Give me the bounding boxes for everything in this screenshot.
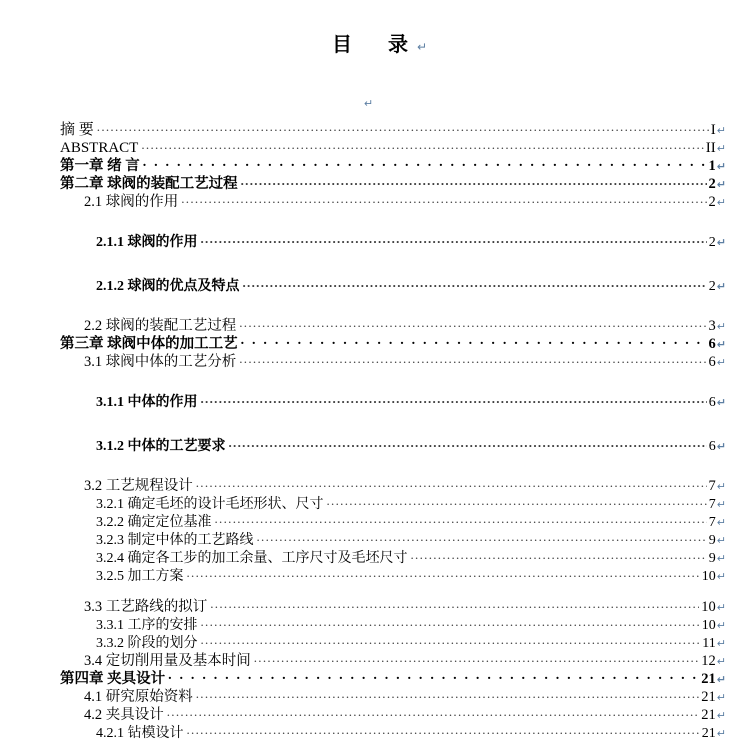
page-title xyxy=(0,0,736,86)
paragraph-mark-icon: ↵ xyxy=(716,655,726,668)
toc-entry-label: 3.3 工艺路线的拟订 xyxy=(84,599,208,615)
toc-entry[interactable] xyxy=(0,597,736,615)
toc-dot-leader xyxy=(215,512,707,526)
toc-dot-leader xyxy=(241,174,707,188)
toc-entry[interactable] xyxy=(0,633,736,651)
toc-entry[interactable] xyxy=(0,566,736,584)
toc-page-number: 10 xyxy=(701,618,716,633)
paragraph-mark-icon: ↵ xyxy=(716,480,726,493)
toc-page-number: 9 xyxy=(708,551,716,566)
toc-dot-leader xyxy=(97,120,709,134)
toc-dot-leader xyxy=(181,192,706,206)
toc-dot-leader xyxy=(167,705,700,719)
paragraph-mark-icon: ↵ xyxy=(716,691,726,704)
paragraph-mark-icon: ↵ xyxy=(716,196,726,209)
paragraph-mark-icon: ↵ xyxy=(716,516,726,529)
paragraph-mark-icon: ↵ xyxy=(363,97,374,110)
toc-page-number: 1 xyxy=(708,158,716,174)
toc-dot-leader xyxy=(243,276,707,290)
paragraph-mark-icon: ↵ xyxy=(716,178,726,191)
toc-page-number: 2 xyxy=(708,176,716,192)
blank-paragraph xyxy=(0,86,736,120)
paragraph-mark-icon: ↵ xyxy=(716,124,726,137)
paragraph-mark-icon: ↵ xyxy=(716,534,726,547)
toc-page-number: 7 xyxy=(708,515,716,530)
toc-entry-label: 3.3.1 工序的安排 xyxy=(96,618,198,633)
toc-page-number: 2 xyxy=(708,279,716,294)
toc-dot-leader xyxy=(196,687,700,701)
paragraph-mark-icon: ↵ xyxy=(716,236,726,249)
toc-entry-label: 摘 要 xyxy=(60,122,94,138)
toc-dot-leader xyxy=(168,669,699,683)
toc-entry-label: 3.1 球阀中体的工艺分析 xyxy=(84,354,237,370)
toc-page-number: 11 xyxy=(702,636,716,651)
paragraph-mark-icon: ↵ xyxy=(716,619,726,632)
paragraph-mark-icon: ↵ xyxy=(716,396,726,409)
toc-entry[interactable] xyxy=(0,705,736,723)
toc-entry[interactable] xyxy=(0,138,736,156)
toc-dot-leader xyxy=(241,334,707,348)
toc-entry[interactable] xyxy=(0,512,736,530)
toc-entry[interactable] xyxy=(0,436,736,454)
toc-entry-label: 2.1.1 球阀的作用 xyxy=(96,235,198,250)
toc-entry-label: 2.1 球阀的作用 xyxy=(84,194,179,210)
toc-page-number: 7 xyxy=(708,497,716,512)
toc-entry[interactable] xyxy=(0,276,736,294)
toc-dot-leader xyxy=(201,633,701,647)
toc-entry-label: 3.2 工艺规程设计 xyxy=(84,478,193,494)
toc-dot-leader xyxy=(254,651,700,665)
toc-dot-leader xyxy=(239,352,706,366)
toc-entry-label: 3.3.2 阶段的划分 xyxy=(96,636,198,651)
toc-entry[interactable] xyxy=(0,334,736,352)
toc-page-number: 2 xyxy=(708,194,716,210)
toc-entry-label: 3.4 定切削用量及基本时间 xyxy=(84,653,251,669)
toc-entry-label: 3.2.3 制定中体的工艺路线 xyxy=(96,533,254,548)
paragraph-mark-icon: ↵ xyxy=(716,570,726,583)
toc-entry-label: 4.2 夹具设计 xyxy=(84,707,164,723)
page-title-text: 目 录 xyxy=(331,34,416,56)
toc-entry[interactable] xyxy=(0,687,736,705)
toc-entry-label: 第一章 绪 言 xyxy=(60,158,140,174)
toc-page-number: 6 xyxy=(708,336,716,352)
toc-entry[interactable] xyxy=(0,530,736,548)
toc-page-number: 6 xyxy=(708,354,716,370)
toc-entry[interactable] xyxy=(0,476,736,494)
toc-dot-leader xyxy=(411,548,707,562)
toc-page-number: 6 xyxy=(708,395,716,410)
toc-page-number: 21 xyxy=(701,726,716,741)
toc-entry-label: 第四章 夹具设计 xyxy=(60,671,166,687)
toc-entry[interactable] xyxy=(0,548,736,566)
paragraph-mark-icon: ↵ xyxy=(716,356,726,369)
toc-dot-leader xyxy=(141,138,703,152)
toc-page-number: I xyxy=(710,122,716,138)
toc-entry-label: 2.1.2 球阀的优点及特点 xyxy=(96,279,240,294)
toc-dot-leader xyxy=(187,566,700,580)
toc-page-number: 10 xyxy=(701,569,716,584)
toc-page-number: 7 xyxy=(708,478,716,494)
toc-entry-label: 3.2.4 确定各工步的加工余量、工序尺寸及毛坯尺寸 xyxy=(96,551,408,566)
toc-entry[interactable] xyxy=(0,615,736,633)
toc-dot-leader xyxy=(210,597,699,611)
toc-dot-leader xyxy=(257,530,707,544)
paragraph-mark-icon: ↵ xyxy=(716,440,726,453)
paragraph-mark-icon: ↵ xyxy=(716,320,726,333)
toc-dot-leader xyxy=(201,392,707,406)
toc-entry[interactable] xyxy=(0,669,736,687)
toc-page-number: 3 xyxy=(708,318,716,334)
toc-dot-leader xyxy=(239,316,706,330)
paragraph-mark-icon: ↵ xyxy=(716,673,726,686)
toc-dot-leader xyxy=(201,615,700,629)
toc-entry[interactable] xyxy=(0,494,736,512)
toc-entry[interactable] xyxy=(0,352,736,370)
toc-entry-label: 2.2 球阀的装配工艺过程 xyxy=(84,318,237,334)
paragraph-mark-icon: ↵ xyxy=(716,637,726,650)
toc-entry[interactable] xyxy=(0,192,736,210)
toc-entry[interactable] xyxy=(0,156,736,174)
toc-entry-label: 第二章 球阀的装配工艺过程 xyxy=(60,176,238,192)
toc-dot-leader xyxy=(201,232,707,246)
toc-page-number: 2 xyxy=(708,235,716,250)
paragraph-mark-icon: ↵ xyxy=(716,280,726,293)
toc-entry[interactable] xyxy=(0,392,736,410)
toc-entry[interactable] xyxy=(0,316,736,334)
toc-dot-leader xyxy=(327,494,707,508)
paragraph-mark-icon: ↵ xyxy=(716,338,726,351)
toc-page-number: 10 xyxy=(701,599,716,615)
toc-dot-leader xyxy=(143,156,707,170)
toc-entry-label: 4.2.1 钻模设计 xyxy=(96,726,184,741)
toc-entry-label: 3.2.2 确定定位基准 xyxy=(96,515,212,530)
toc-entry-label: 3.2.1 确定毛坯的设计毛坯形状、尺寸 xyxy=(96,497,324,512)
paragraph-mark-icon: ↵ xyxy=(416,40,429,54)
toc-entry[interactable] xyxy=(0,232,736,250)
toc-page-number: 12 xyxy=(701,653,716,669)
toc-dot-leader xyxy=(229,436,707,450)
table-of-contents xyxy=(0,120,736,741)
paragraph-mark-icon: ↵ xyxy=(716,709,726,722)
toc-entry-label: 第三章 球阀中体的加工工艺 xyxy=(60,336,238,352)
paragraph-mark-icon: ↵ xyxy=(716,552,726,565)
toc-entry-label: 3.1.1 中体的作用 xyxy=(96,395,198,410)
toc-page-number: 21 xyxy=(701,671,716,687)
toc-entry-label: 3.1.2 中体的工艺要求 xyxy=(96,439,226,454)
toc-entry[interactable] xyxy=(0,174,736,192)
toc-entry-label: 3.2.5 加工方案 xyxy=(96,569,184,584)
toc-entry[interactable] xyxy=(0,651,736,669)
toc-page-number: II xyxy=(705,140,716,156)
paragraph-mark-icon: ↵ xyxy=(716,160,726,173)
paragraph-mark-icon: ↵ xyxy=(716,498,726,511)
toc-dot-leader xyxy=(187,723,700,737)
toc-dot-leader xyxy=(196,476,707,490)
toc-page-number: 6 xyxy=(708,439,716,454)
paragraph-mark-icon: ↵ xyxy=(716,601,726,614)
toc-entry-label: 4.1 研究原始资料 xyxy=(84,689,193,705)
paragraph-mark-icon: ↵ xyxy=(716,142,726,155)
toc-entry-label: ABSTRACT xyxy=(60,140,139,156)
toc-page-number: 21 xyxy=(701,689,716,705)
toc-page-number: 21 xyxy=(701,707,716,723)
toc-page-number: 9 xyxy=(708,533,716,548)
toc-entry[interactable] xyxy=(0,723,736,741)
toc-entry[interactable] xyxy=(0,120,736,138)
paragraph-mark-icon: ↵ xyxy=(716,727,726,740)
